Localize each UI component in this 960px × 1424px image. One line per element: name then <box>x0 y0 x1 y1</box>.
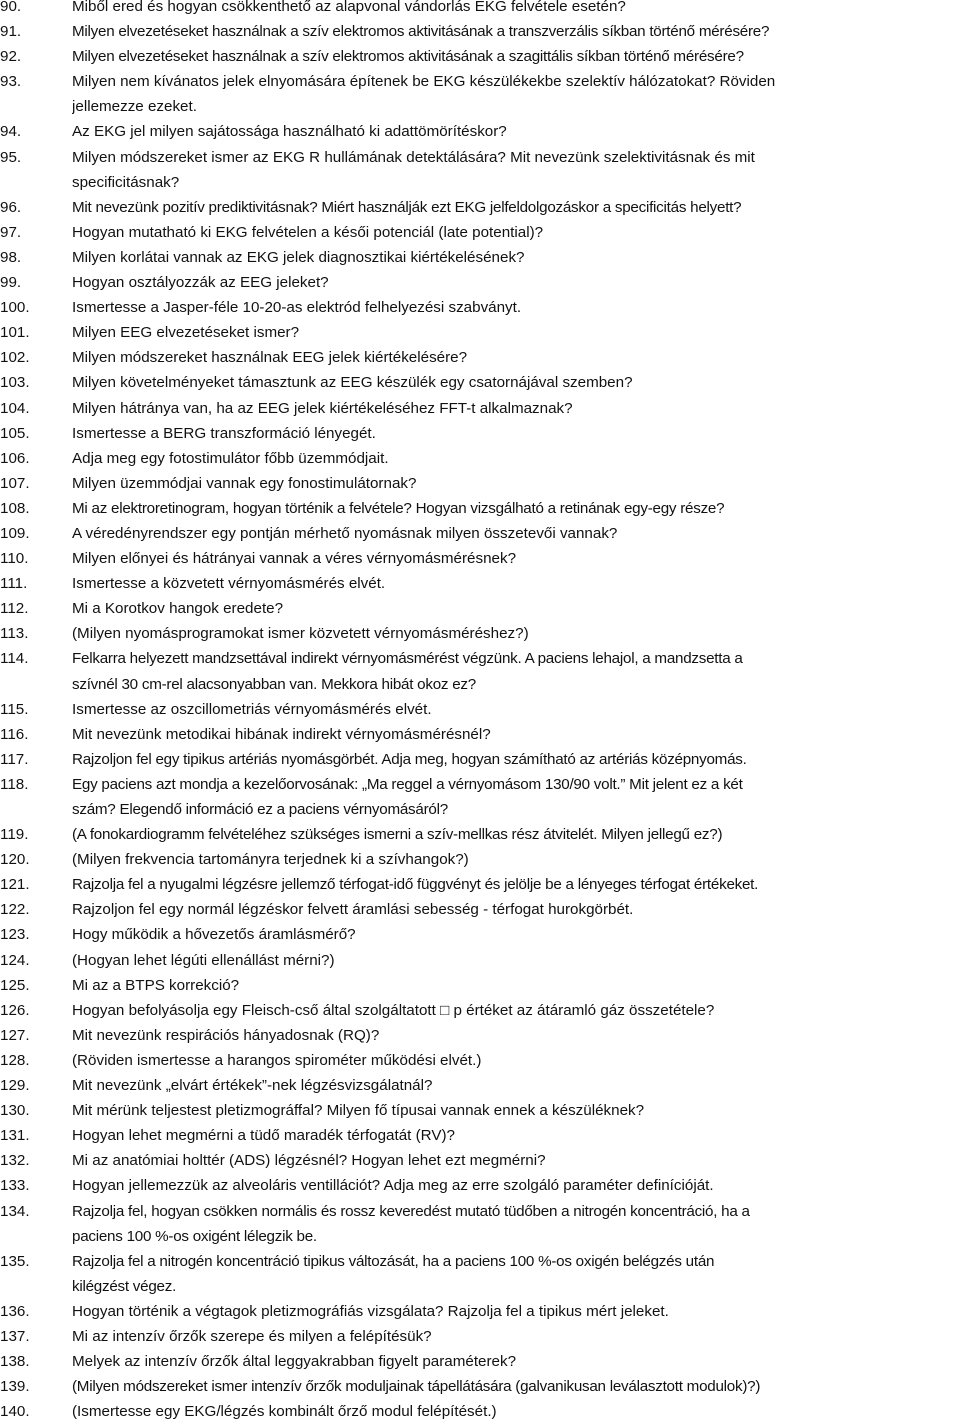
question-number: 109. <box>0 524 30 542</box>
question-item <box>0 19 960 44</box>
question-text-line: Mit nevezünk pozitív prediktivitásnak? Miért használják ezt EKG jelfeldolgozáskor a specificitás helyett? <box>72 198 742 216</box>
question-number: 136. <box>0 1302 30 1320</box>
question-text-line: Mi az elektroretinogram, hogyan történik a felvétele? Hogyan vizsgálható a retinának egy-egy része? <box>72 499 725 517</box>
question-item <box>0 571 960 596</box>
question-item <box>0 370 960 395</box>
question-item <box>0 1173 960 1198</box>
question-item <box>0 471 960 496</box>
question-number: 126. <box>0 1001 30 1019</box>
question-number: 93. <box>0 73 22 91</box>
question-text <box>72 722 960 747</box>
question-text-line: Rajzolja fel a nitrogén koncentráció tipikus változását, ha a paciens 100 %-os oxigén belégzés után <box>72 1252 715 1270</box>
question-number: 92. <box>0 48 22 66</box>
question-item <box>0 0 960 19</box>
question-text <box>72 998 960 1023</box>
question-item <box>0 998 960 1023</box>
question-text <box>72 872 960 897</box>
question-text-line: Ismertesse az oszcillometriás vérnyomásmérés elvét. <box>72 700 432 718</box>
question-text <box>72 119 960 144</box>
question-text <box>72 973 960 998</box>
question-text <box>72 345 960 370</box>
question-text-line: Miből ered és hogyan csökkenthető az alapvonal vándorlás EKG felvétele esetén? <box>72 0 626 15</box>
question-number: 139. <box>0 1378 30 1396</box>
question-item <box>0 772 960 822</box>
question-text <box>72 220 960 245</box>
question-text-line: Mit nevezünk respirációs hányadosnak (RQ)? <box>72 1026 380 1044</box>
question-text-line: Ismertesse a Jasper-féle 10-20-as elektród felhelyezési szabványt. <box>72 299 522 317</box>
question-text-line: Mit mérünk teljestest pletizmográffal? Milyen fő típusai vannak ennek a készüléknek? <box>72 1102 645 1120</box>
question-item <box>0 396 960 421</box>
question-item <box>0 973 960 998</box>
question-text-line: Ismertesse a közvetett vérnyomásmérés elvét. <box>72 575 386 593</box>
question-text-line: Milyen korlátai vannak az EKG jelek diagnosztikai kiértékelésének? <box>72 248 525 266</box>
question-number: 135. <box>0 1252 30 1270</box>
question-text-line: Mit nevezünk „elvárt értékek”-nek légzésvizsgálatnál? <box>72 1077 433 1095</box>
question-number: 123. <box>0 926 30 944</box>
question-number: 111. <box>0 575 28 593</box>
question-text-line: paciens 100 %-os oxigént lélegzik be. <box>72 1227 317 1245</box>
question-text <box>72 571 960 596</box>
question-text <box>72 697 960 722</box>
question-number: 106. <box>0 449 30 467</box>
question-text-line: szívnél 30 cm-rel alacsonyabban van. Mekkora hibát okoz ez? <box>72 675 476 693</box>
question-number: 116. <box>0 725 29 743</box>
question-number: 129. <box>0 1077 30 1095</box>
question-item <box>0 1349 960 1374</box>
question-item <box>0 747 960 772</box>
question-item <box>0 1123 960 1148</box>
question-text-line: Rajzoljon fel egy normál légzéskor felvett áramlási sebesség - térfogat hurokgörbét. <box>72 901 634 919</box>
question-number: 117. <box>0 750 29 768</box>
question-text <box>72 1249 960 1299</box>
question-text <box>72 1073 960 1098</box>
question-text-line: Milyen hátránya van, ha az EEG jelek kiértékeléséhez FFT-t alkalmaznak? <box>72 399 573 417</box>
question-text-line: Milyen követelményeket támasztunk az EEG készülék egy csatornájával szemben? <box>72 374 633 392</box>
question-number: 107. <box>0 474 30 492</box>
question-text <box>72 1374 960 1399</box>
question-text <box>72 69 960 119</box>
question-text-line: (Röviden ismertesse a harangos spirométer működési elvét.) <box>72 1051 482 1069</box>
question-number: 118. <box>0 775 29 793</box>
question-item <box>0 1324 960 1349</box>
question-number: 108. <box>0 499 30 517</box>
question-number: 97. <box>0 223 22 241</box>
question-item <box>0 446 960 471</box>
question-text-line: Mi az a BTPS korrekció? <box>72 976 240 994</box>
question-text-line: (Milyen frekvencia tartományra terjednek ki a szívhangok?) <box>72 851 469 869</box>
question-text-line: kilégzést végez. <box>72 1277 177 1295</box>
question-text <box>72 822 960 847</box>
question-text-line: Milyen módszereket használnak EEG jelek kiértékelésére? <box>72 349 468 367</box>
question-number: 127. <box>0 1026 30 1044</box>
question-text <box>72 772 960 822</box>
question-text <box>72 1023 960 1048</box>
question-text <box>72 1148 960 1173</box>
question-item <box>0 1023 960 1048</box>
question-item <box>0 1374 960 1399</box>
question-text-line: Hogy működik a hővezetős áramlásmérő? <box>72 926 356 944</box>
question-text <box>72 1299 960 1324</box>
question-number: 114. <box>0 650 29 668</box>
question-item <box>0 295 960 320</box>
question-item <box>0 897 960 922</box>
question-item <box>0 270 960 295</box>
question-text <box>72 195 960 220</box>
question-text-line: (Milyen nyomásprogramokat ismer közvetett vérnyomásméréshez?) <box>72 625 529 643</box>
question-text-line: Hogyan történik a végtagok pletizmográfiás vizsgálata? Rajzolja fel a tipikus mért jeleket. <box>72 1302 669 1320</box>
question-number: 104. <box>0 399 30 417</box>
question-text-line: (Hogyan lehet légúti ellenállást mérni?) <box>72 951 335 969</box>
question-number: 98. <box>0 248 22 266</box>
question-text <box>72 847 960 872</box>
question-item <box>0 1148 960 1173</box>
question-text <box>72 370 960 395</box>
question-number: 91. <box>0 23 22 41</box>
question-number: 121. <box>0 876 30 894</box>
question-text-line: szám? Elegendő információ ez a paciens vérnyomásáról? <box>72 801 448 818</box>
question-item <box>0 195 960 220</box>
question-text-line: Milyen előnyei és hátrányai vannak a véres vérnyomásmérésnek? <box>72 550 517 568</box>
question-item <box>0 44 960 69</box>
question-text-line: Mi az intenzív őrzők szerepe és milyen a felépítésük? <box>72 1327 432 1345</box>
question-text-line: Ismertesse a BERG transzformáció lényegét. <box>72 424 376 442</box>
question-number: 99. <box>0 274 22 292</box>
question-text <box>72 1199 960 1249</box>
question-text <box>72 19 960 44</box>
question-number: 103. <box>0 374 30 392</box>
question-number: 90. <box>0 0 22 15</box>
question-text-line: specificitásnak? <box>72 173 180 191</box>
question-item <box>0 621 960 646</box>
question-text-line: Hogyan osztályozzák az EEG jeleket? <box>72 274 329 292</box>
question-text <box>72 496 960 521</box>
question-text <box>72 421 960 446</box>
question-item <box>0 1199 960 1249</box>
question-text <box>72 1098 960 1123</box>
question-text <box>72 44 960 69</box>
question-text <box>72 471 960 496</box>
question-number: 115. <box>0 700 29 718</box>
question-text <box>72 1123 960 1148</box>
question-number: 131. <box>0 1127 30 1145</box>
question-number: 138. <box>0 1353 30 1371</box>
question-text-line: Hogyan jellemezzük az alveoláris ventillációt? Adja meg az erre szolgáló paraméter definícióját. <box>72 1177 714 1195</box>
question-number: 122. <box>0 901 30 919</box>
question-item <box>0 1399 960 1424</box>
question-text <box>72 621 960 646</box>
question-number: 119. <box>0 826 29 844</box>
question-text-line: A véredényrendszer egy pontján mérhető nyomásnak milyen összetevői vannak? <box>72 524 618 542</box>
question-item <box>0 948 960 973</box>
question-number: 137. <box>0 1327 30 1345</box>
question-number: 110. <box>0 550 29 568</box>
question-text <box>72 521 960 546</box>
question-text <box>72 596 960 621</box>
question-text <box>72 0 960 19</box>
question-text <box>72 747 960 772</box>
question-text-line: Hogyan mutatható ki EKG felvételen a késői potenciál (late potential)? <box>72 223 544 241</box>
question-number: 102. <box>0 349 30 367</box>
question-text <box>72 295 960 320</box>
question-text-line: Rajzolja fel, hogyan csökken normális és rossz keveredést mutató tüdőben a nitrogén koncentráció, ha a <box>72 1202 750 1220</box>
question-item <box>0 220 960 245</box>
question-text-line: Hogyan lehet megmérni a tüdő maradék térfogatát (RV)? <box>72 1127 455 1145</box>
question-text <box>72 446 960 471</box>
question-text-line: Milyen nem kívánatos jelek elnyomására építenek be EKG készülékekbe szelektív hálózatokat? Röviden <box>72 73 776 91</box>
question-text-line: Egy paciens azt mondja a kezelőorvosának: „Ma reggel a vérnyomásom 130/90 volt.” Mit jelent ez a két <box>72 775 743 793</box>
question-text <box>72 1349 960 1374</box>
question-item <box>0 822 960 847</box>
question-number: 112. <box>0 600 29 618</box>
question-number: 101. <box>0 324 30 342</box>
question-item <box>0 521 960 546</box>
question-text-line: Milyen elvezetéseket használnak a szív elektromos aktivitásának a szagittális síkban történő mérésére? <box>72 48 744 66</box>
question-number: 125. <box>0 976 30 994</box>
question-number: 130. <box>0 1102 30 1120</box>
question-text-line: Milyen EEG elvezetéseket ismer? <box>72 324 300 342</box>
question-text <box>72 320 960 345</box>
question-item <box>0 421 960 446</box>
question-text <box>72 922 960 947</box>
question-number: 100. <box>0 299 30 317</box>
question-text <box>72 396 960 421</box>
question-item <box>0 847 960 872</box>
question-text-line: Rajzolja fel a nyugalmi légzésre jellemző térfogat-idő függvényt és jelölje be a lényeges térfogat értékeket. <box>72 876 759 894</box>
question-item <box>0 345 960 370</box>
question-text-line: Mit nevezünk metodikai hibának indirekt vérnyomásmérésnél? <box>72 725 491 743</box>
question-text-line: Mi a Korotkov hangok eredete? <box>72 600 284 618</box>
question-item <box>0 1073 960 1098</box>
question-item <box>0 546 960 571</box>
question-item <box>0 922 960 947</box>
question-text-line: Adja meg egy fotostimulátor főbb üzemmódjait. <box>72 449 389 467</box>
question-number: 94. <box>0 123 22 141</box>
question-item <box>0 697 960 722</box>
question-text <box>72 145 960 195</box>
question-number: 140. <box>0 1403 30 1421</box>
question-number: 128. <box>0 1051 30 1069</box>
question-text-line: Hogyan befolyásolja egy Fleisch-cső által szolgáltatott □ p értéket az átáramló gáz összetétele? <box>72 1001 715 1019</box>
question-text-line: (A fonokardiogramm felvételéhez szükséges ismerni a szív-mellkas rész átvitelét. Milyen jellegű ez?) <box>72 826 723 844</box>
question-number: 105. <box>0 424 30 442</box>
question-number: 96. <box>0 198 22 216</box>
question-text <box>72 1324 960 1349</box>
question-item <box>0 722 960 747</box>
question-number: 120. <box>0 851 30 869</box>
question-text <box>72 646 960 696</box>
question-item <box>0 596 960 621</box>
question-text-line: jellemezze ezeket. <box>72 98 197 116</box>
question-text <box>72 1048 960 1073</box>
question-number: 133. <box>0 1177 30 1195</box>
question-item <box>0 646 960 696</box>
question-text-line: (Ismertesse egy EKG/légzés kombinált őrző modul felépítését.) <box>72 1403 497 1421</box>
question-text <box>72 1173 960 1198</box>
question-number: 134. <box>0 1202 30 1220</box>
question-item <box>0 1048 960 1073</box>
question-item <box>0 145 960 195</box>
question-text-line: Felkarra helyezett mandzsettával indirekt vérnyomásmérést végzünk. A paciens lehajol, a mandzsetta a <box>72 650 743 668</box>
question-number: 124. <box>0 951 30 969</box>
question-item <box>0 872 960 897</box>
question-number: 95. <box>0 148 22 166</box>
question-number: 132. <box>0 1152 30 1170</box>
question-text <box>72 245 960 270</box>
question-item <box>0 1249 960 1299</box>
question-text-line: Milyen elvezetéseket használnak a szív elektromos aktivitásának a transzverzális síkban történő mérésére? <box>72 23 770 41</box>
question-text-line: Milyen üzemmódjai vannak egy fonostimulátornak? <box>72 474 417 492</box>
question-text <box>72 1399 960 1424</box>
question-item <box>0 496 960 521</box>
question-item <box>0 245 960 270</box>
question-item <box>0 1098 960 1123</box>
question-text <box>72 546 960 571</box>
question-text-line: Az EKG jel milyen sajátossága használható ki adattömörítéskor? <box>72 123 507 141</box>
question-text <box>72 270 960 295</box>
question-text-line: Melyek az intenzív őrzők által leggyakrabban figyelt paraméterek? <box>72 1353 517 1371</box>
question-text <box>72 948 960 973</box>
question-item <box>0 1299 960 1324</box>
question-text <box>72 897 960 922</box>
question-item <box>0 119 960 144</box>
question-text-line: (Milyen módszereket ismer intenzív őrzők moduljainak tápellátására (galvanikusan leválasztott modulok)?) <box>72 1378 761 1396</box>
question-text-line: Mi az anatómiai holttér (ADS) légzésnél? Hogyan lehet ezt megmérni? <box>72 1152 546 1170</box>
question-number: 113. <box>0 625 29 643</box>
question-item <box>0 69 960 119</box>
question-item <box>0 320 960 345</box>
question-text-line: Rajzoljon fel egy tipikus artériás nyomásgörbét. Adja meg, hogyan számítható az artériás középnyomás. <box>72 750 747 768</box>
question-text-line: Milyen módszereket ismer az EKG R hullámának detektálására? Mit nevezünk szelektivitásnak és mit <box>72 148 755 166</box>
